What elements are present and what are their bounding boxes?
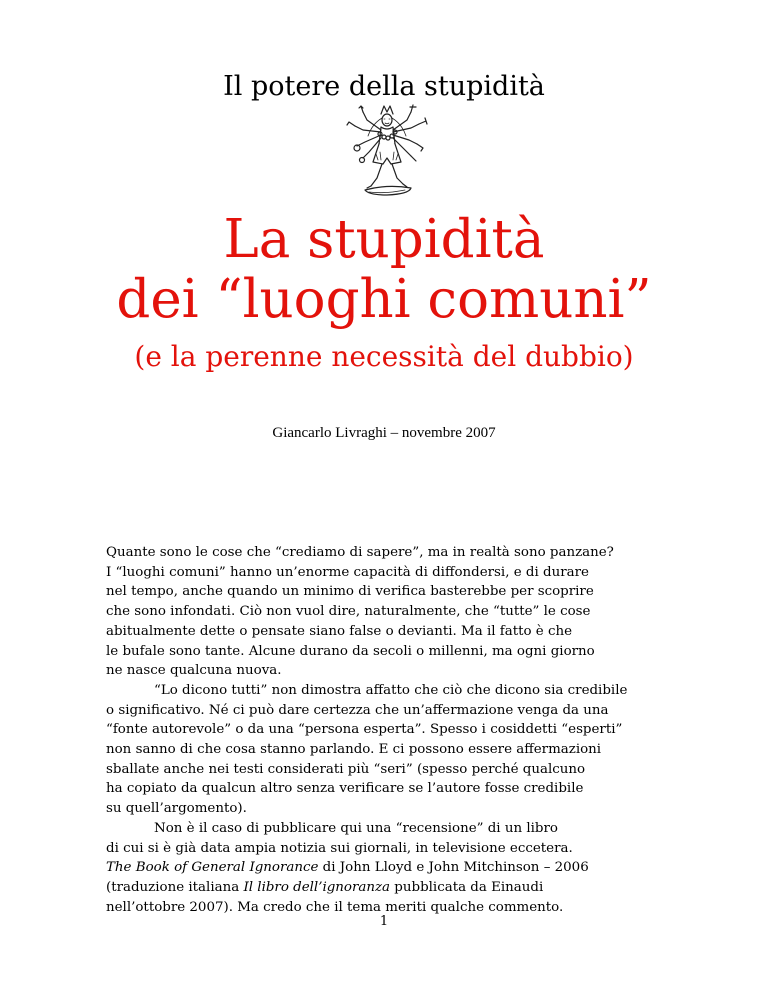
- body-line-text: di John Lloyd e John Mitchinson – 2006: [318, 860, 589, 876]
- body-line: I “luoghi comuni” hanno un’enorme capacità di diffondersi, e di durare: [106, 564, 589, 580]
- main-title-line-2: dei “luoghi comuni”: [116, 269, 652, 330]
- body-line: non sanno di che cosa stanno parlando. E ci possono essere affermazioni: [106, 742, 602, 758]
- book-title-italian: Il libro dell’ignoranza: [243, 879, 391, 895]
- body-line: di cui si è già data ampia notizia sui giornali, in televisione eccetera.: [106, 840, 573, 856]
- main-title: [0, 210, 768, 330]
- body-text: [106, 543, 676, 917]
- body-line: le bufale sono tante. Alcune durano da secoli o millenni, ma ogni giorno: [106, 643, 595, 659]
- page-number: 1: [379, 914, 389, 929]
- body-line: o significativo. Né ci può dare certezza che un’affermazione venga da una: [106, 702, 609, 718]
- body-line: [106, 858, 676, 878]
- body-line: sballate anche nei testi considerati più “seri” (spesso perché qualcuno: [106, 761, 586, 777]
- book-title-english: The Book of General Ignorance: [106, 860, 319, 876]
- body-line: su quell’argomento).: [106, 801, 247, 817]
- body-line: Non è il caso di pubblicare qui una “recensione” di un libro: [154, 820, 558, 836]
- author-byline: Giancarlo Livraghi – novembre 2007: [272, 425, 496, 441]
- body-line: nell’ottobre 2007). Ma credo che il tema meriti qualche commento.: [106, 899, 564, 915]
- series-title: Il potere della stupidità: [223, 71, 545, 102]
- body-line: che sono infondati. Ciò non vuol dire, naturalmente, che “tutte” le cose: [106, 604, 591, 620]
- body-line: ne nasce qualcuna nuova.: [106, 663, 282, 679]
- body-line-text: pubblicata da Einaudi: [390, 879, 544, 895]
- subtitle: (e la perenne necessità del dubbio): [134, 340, 634, 373]
- body-line-text: (traduzione italiana: [106, 879, 244, 895]
- body-line: Quante sono le cose che “crediamo di sapere”, ma in realtà sono panzane?: [106, 545, 614, 560]
- multi-armed-deity-icon: [337, 104, 437, 200]
- body-line: [106, 878, 676, 898]
- body-line: “fonte autorevole” o da una “persona esperta”. Spesso i cosiddetti “esperti”: [106, 722, 623, 738]
- body-line: “Lo dicono tutti” non dimostra affatto che ciò che dicono sia credibile: [154, 682, 628, 698]
- body-line: ha copiato da qualcun altro senza verificare se l’autore fosse credibile: [106, 781, 584, 797]
- body-line: abitualmente dette o pensate siano false o devianti. Ma il fatto è che: [106, 623, 573, 639]
- body-line: nel tempo, anche quando un minimo di verifica basterebbe per scoprire: [106, 584, 594, 600]
- main-title-line-1: La stupidità: [223, 209, 545, 270]
